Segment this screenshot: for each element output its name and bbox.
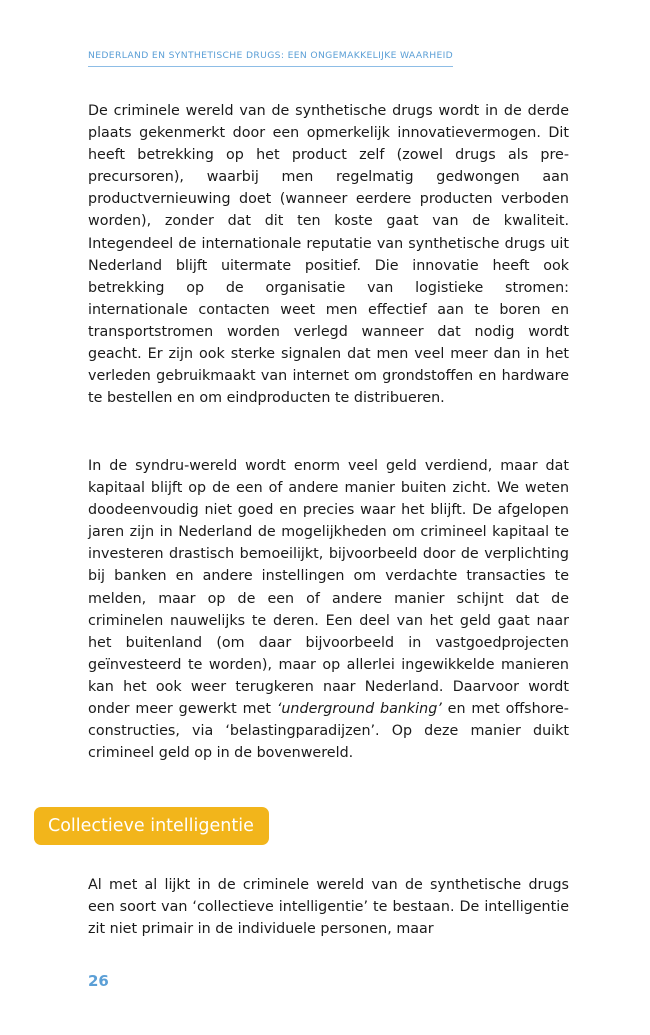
running-header: NEDERLAND EN SYNTHETISCHE DRUGS: EEN ONGEMAKKELIJKE WAARHEID — [88, 50, 453, 67]
body-paragraph-collective-intelligence: Al met al lijkt in de criminele wereld van de synthetische drugs een soort van ‘collectieve intelligentie’ te bestaan. De intelligentie zit niet primair in de individuele personen, maar — [88, 877, 569, 938]
page-number: 26 — [88, 972, 109, 990]
paragraph-text-part: In de syndru-wereld wordt enorm veel geld verdiend, maar dat kapitaal blijft op de een of andere manier buiten zicht. We weten doodeenvoudig niet goed en precies waar het blijft. De afgelopen jaren zijn in Nederland de mogelijkheden om crimineel kapitaal te investeren drastisch bemoeilijkt, bijvoorbeeld door de verplichting bij banken en andere instellingen om verdachte transacties te melden, maar op de een of andere manier schijnt dat de criminelen nauwelijks te deren. Een deel van het geld gaat naar het buitenland (om daar bijvoorbeeld in vastgoedprojecten geïnvesteerd te worden), maar op allerlei ingewikkelde manieren kan het ook weer terugkeren naar Nederland. Daarvoor wordt onder meer gewerkt met — [88, 458, 569, 718]
paragraph-text-part: en met offshoreconstructies, via ‘belastingparadijzen’. Op deze manier duikt crimineel geld op in de bovenwereld. — [88, 701, 569, 762]
body-paragraph-innovation: De criminele wereld van de synthetische drugs wordt in de derde plaats gekenmerkt door een opmerkelijk innovatievermogen. Dit heeft betrekking op het product zelf (zowel drugs als pre-precursoren), waarbij men regelmatig gedwongen aan productvernieuwing doet (wanneer eerdere producten verboden worden), zonder dat dit ten koste gaat van de kwaliteit. Integendeel de internationale reputatie van synthetische drugs uit Nederland blijft uitermate positief. Die innovatie heeft ook betrekking op de organisatie van logistieke stromen: internationale contacten weet men effectief aan te boren en transportstromen worden verlegd wanneer dat nodig wordt geacht. Er zijn ook sterke signalen dat men veel meer dan in het verleden gebruikmaakt van internet om grondstoffen en hardware te bestellen en om eindproducten te distribueren. — [88, 103, 569, 407]
section-heading: Collectieve intelligentie — [34, 807, 269, 845]
body-paragraph-capital — [88, 455, 569, 764]
emphasized-term: ‘underground banking’ — [276, 701, 442, 718]
